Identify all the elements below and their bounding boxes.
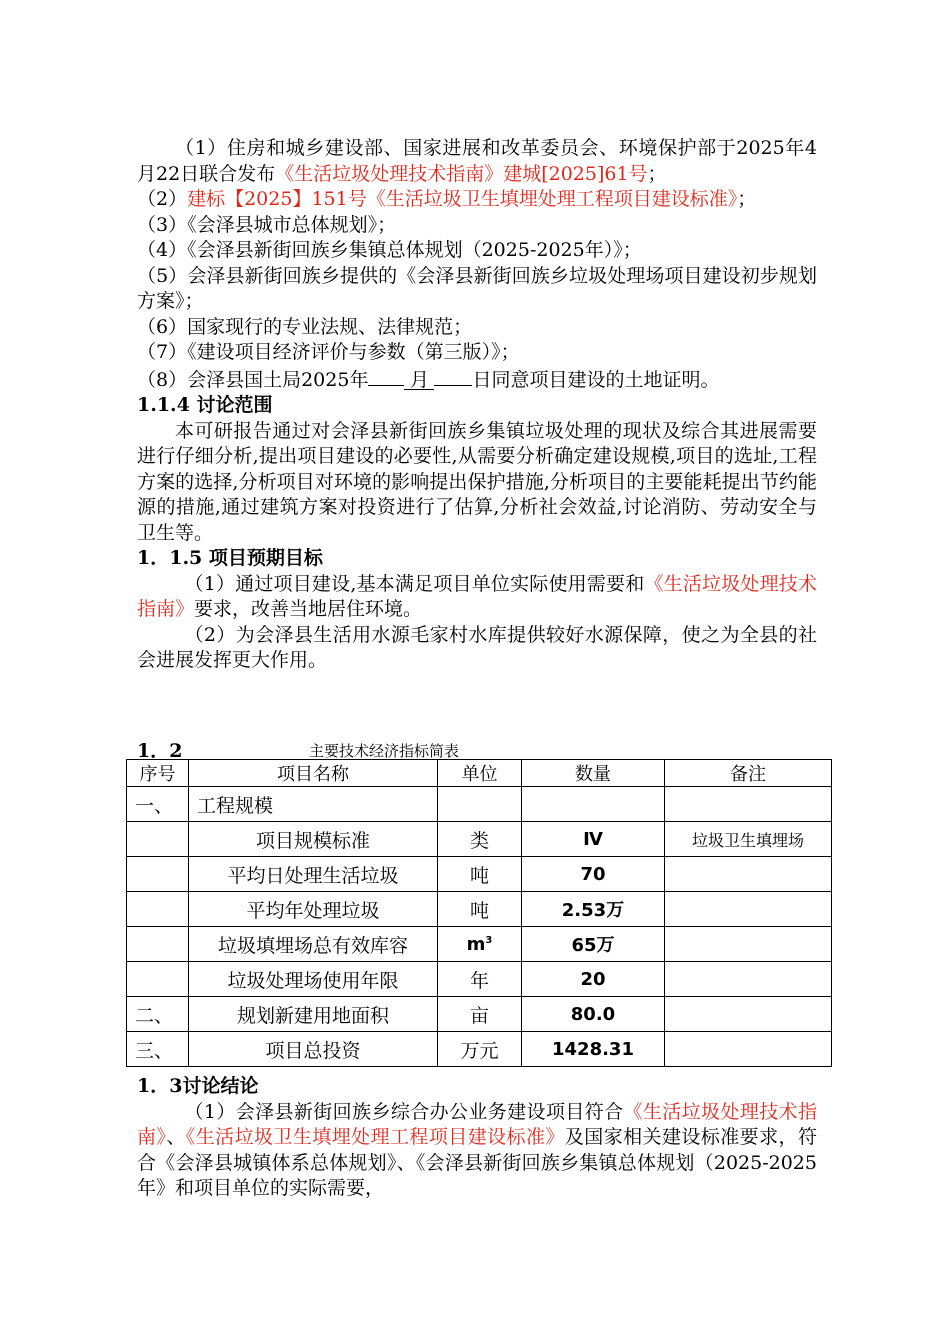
reference-1: （1）住房和城乡建设部、国家进展和改革委员会、环境保护部于2025年4月22日联合发布《生活垃圾处理技术指南》建城[2025]61号；: [137, 137, 817, 185]
references-and-sections: [137, 136, 817, 674]
reference-2: （2）建标【2025】151号《生活垃圾卫生填埋处理工程项目建设标准》；: [137, 188, 757, 210]
reference-8: （8）会泽县国土局2025年 月 日同意项目建设的土地证明。: [137, 366, 817, 394]
table-title: [137, 734, 831, 760]
table-row: 垃圾处理场使用年限 年 20: [127, 962, 832, 997]
header-note: 备注: [665, 760, 832, 787]
reference-4: （4）《会泽县新街回族乡集镇总体规划（2025-2025年）》；: [137, 239, 642, 261]
header-qty: 数量: [522, 760, 665, 787]
header-unit: 单位: [438, 760, 522, 787]
blank-line: [368, 366, 404, 386]
section-1-1-5-heading: 1．1.5 项目预期目标: [137, 547, 323, 569]
conclusion-1: （1）会泽县新街回族乡综合办公业务建设项目符合《生活垃圾处理技术指南》、《生活垃圾卫生填埋处理工程项目建设标准》及国家相关建设标准要求，符合《会泽县城镇体系总体规划》、《会泽县新街回族乡集镇总体规划（2025-2025年》和项目单位的实际需要，: [137, 1100, 817, 1199]
table-row: 二、 规划新建用地面积 亩 80.0: [127, 997, 832, 1032]
header-name: 项目名称: [189, 760, 438, 787]
reference-1-highlight: 《生活垃圾处理技术指南》建城[2025]61号: [275, 162, 648, 185]
section-1-1-4-heading: 1.1.4 讨论范围: [137, 394, 273, 416]
table-number: 1．2: [137, 740, 183, 762]
goal-1: （1）通过项目建设,基本满足项目单位实际使用需要和《生活垃圾处理技术指南》要求，改善当地居住环境。: [137, 572, 817, 620]
goal-2: （2）为会泽县生活用水源毛家村水库提供较好水源保障，使之为全县的社会进展发挥更大作用。: [137, 623, 817, 671]
table-row: 平均年处理垃圾 吨 2.53万: [127, 892, 832, 927]
section-1-1-4-body: 本可研报告通过对会泽县新街回族乡集镇垃圾处理的现状及综合其进展需要进行仔细分析,提出项目建设的必要性,从需要分析确定建设规模,项目的选址,工程方案的选择,分析项目对环境的影响提出保护措施,分析项目的主要能耗提出节约能源的措施,通过建筑方案对投资进行了估算,分析社会效益,讨论消防、劳动安全与卫生等。: [137, 419, 817, 544]
reference-5: （5）会泽县新街回族乡提供的《会泽县新街回族乡垃圾处理场项目建设初步规划方案》；: [137, 264, 817, 312]
reference-7: （7）《建设项目经济评价与参数（第三版）》；: [137, 341, 520, 363]
table-row: 项目规模标准 类 Ⅳ 垃圾卫生填埋场: [127, 822, 832, 857]
reference-3: （3）《会泽县城市总体规划》；: [137, 213, 397, 236]
table-row: 平均日处理生活垃圾 吨 70: [127, 857, 832, 892]
indicator-table: [126, 759, 832, 1067]
blank-month: 月: [404, 370, 434, 390]
table-caption: 主要技术经济指标简表: [309, 742, 460, 760]
reference-2-highlight: 建标【2025】151号《生活垃圾卫生填埋处理工程项目建设标准》: [187, 188, 738, 210]
conclusion-section: [137, 1074, 817, 1202]
table-row: 三、 项目总投资 万元 1428.31: [127, 1032, 832, 1067]
table-row: 一、 工程规模: [127, 787, 832, 822]
blank-day: [434, 366, 472, 386]
section-1-3-heading: 1．3讨论结论: [137, 1075, 259, 1097]
table-header-row: [127, 760, 832, 787]
reference-6: （6）国家现行的专业法规、法律规范；: [137, 315, 473, 338]
table-row: 垃圾填埋场总有效库容 $m^3$ 65万: [127, 927, 832, 962]
header-seq: 序号: [127, 760, 189, 787]
